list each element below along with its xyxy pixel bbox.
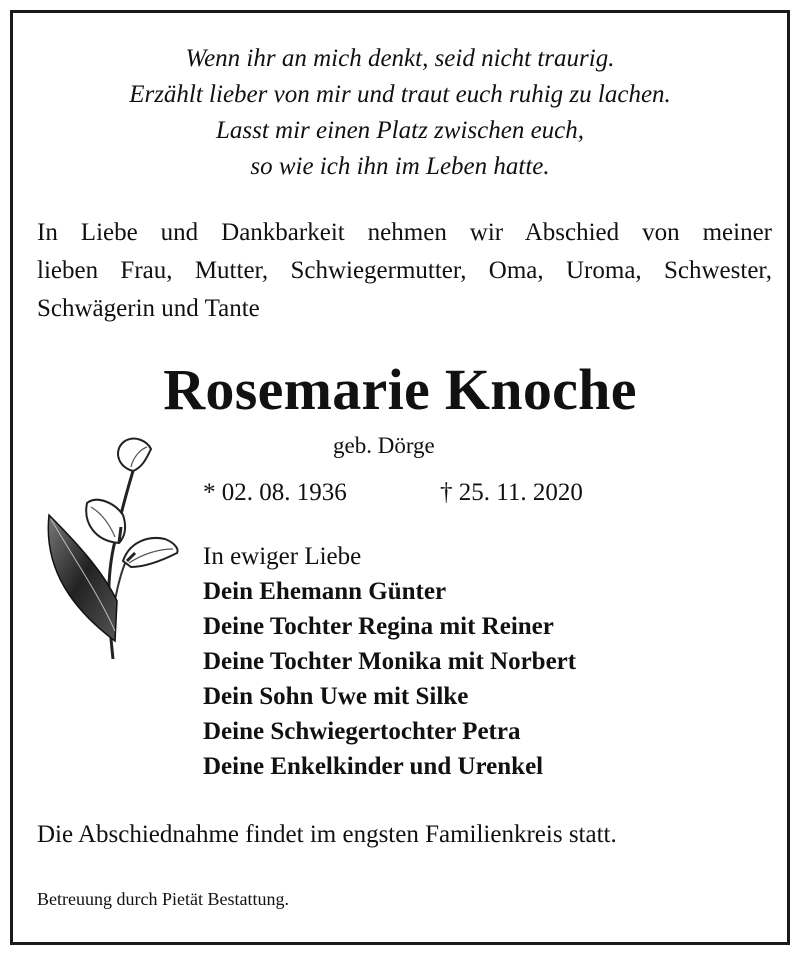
birth-name: geb. Dörge — [333, 433, 435, 458]
mourner-line: Deine Tochter Regina mit Reiner — [203, 613, 554, 640]
mourner-line: Deine Tochter Monika mit Norbert — [203, 648, 577, 675]
farewell-note: Die Abschiednahme findet im engsten Familienkreis statt. — [37, 821, 617, 848]
intro-text — [37, 214, 772, 328]
mourner-line: Dein Ehemann Günter — [203, 578, 447, 605]
obituary-notice — [10, 10, 790, 945]
poem-line: Erzählt lieber von mir und traut euch ruhig zu lachen. — [129, 81, 671, 108]
death-date: † 25. 11. 2020 — [440, 479, 583, 506]
poem-verse — [13, 41, 787, 185]
mourner-line: Deine Enkelkinder und Urenkel — [203, 753, 544, 780]
mourners-lead: In ewiger Liebe — [203, 543, 362, 570]
calla-lily-icon — [35, 431, 195, 671]
deceased-name: Rosemarie Knoche — [163, 357, 637, 422]
poem-line: Lasst mir einen Platz zwischen euch, — [215, 117, 585, 144]
birth-date: * 02. 08. 1936 — [203, 479, 347, 506]
poem-line: Wenn ihr an mich denkt, seid nicht traurig. — [185, 45, 615, 72]
intro-line: Schwägerin und Tante — [37, 295, 260, 322]
intro-line: lieben Frau, Mutter, Schwiegermutter, Oma, Uroma, Schwester, — [37, 257, 772, 284]
mourner-line: Deine Schwiegertochter Petra — [203, 718, 521, 745]
poem-line: so wie ich ihn im Leben hatte. — [250, 153, 550, 180]
funeral-home-note: Betreuung durch Pietät Bestattung. — [37, 889, 289, 909]
mourners-list — [203, 539, 576, 784]
intro-line: In Liebe und Dankbarkeit nehmen wir Abschied von meiner — [37, 219, 772, 246]
mourner-line: Dein Sohn Uwe mit Silke — [203, 683, 469, 710]
